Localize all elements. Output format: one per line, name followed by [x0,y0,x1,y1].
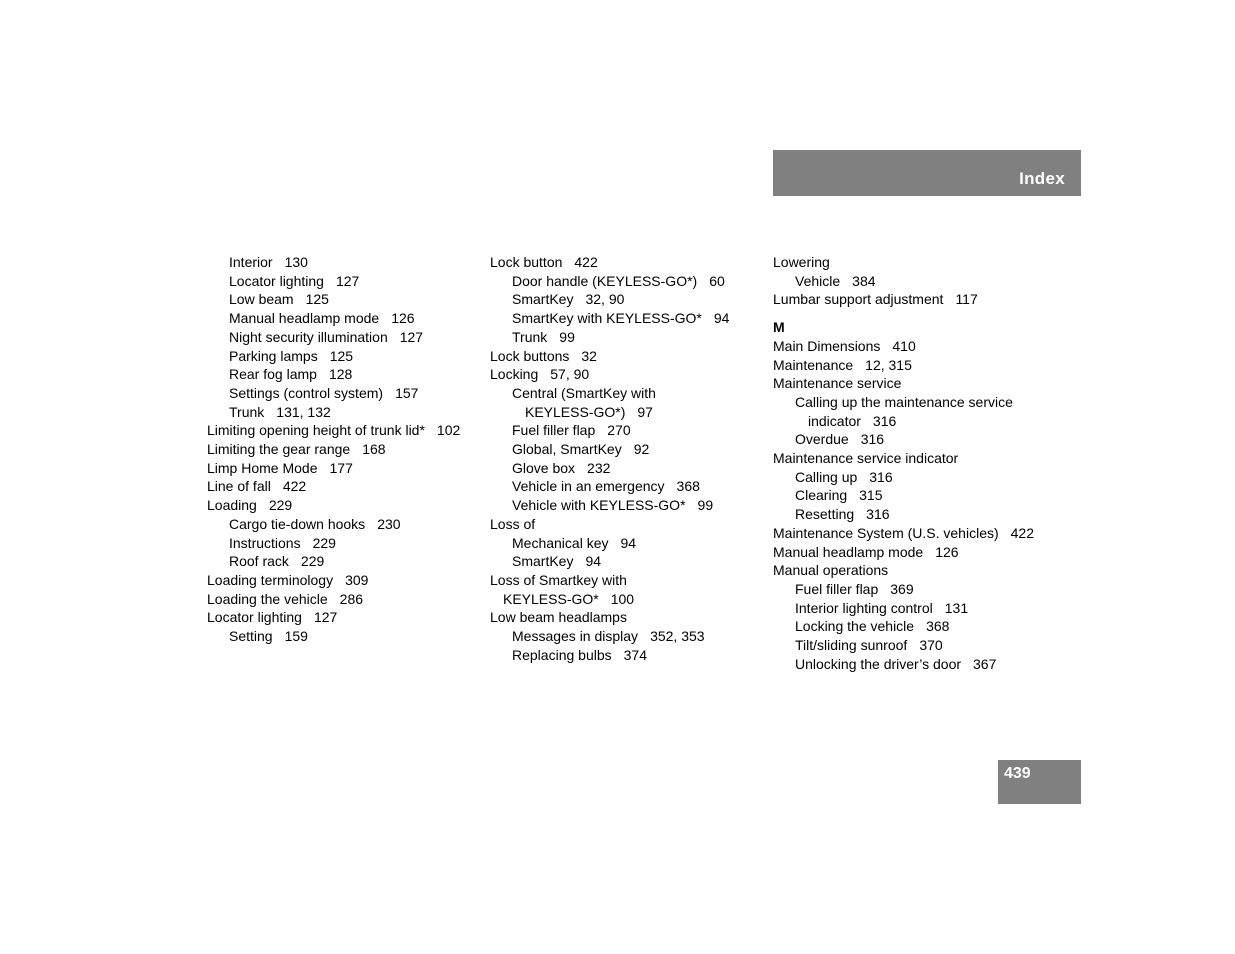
index-subentry [490,627,760,646]
entry-text: Lowering [773,254,830,270]
section-header-bar [773,150,1081,196]
index-entry [773,374,1073,393]
entry-page-ref[interactable]: 127 [335,272,360,289]
page-number-box [998,760,1081,804]
entry-text: Manual operations [773,562,889,579]
index-entry [207,608,477,627]
entry-text: SmartKey [512,291,574,308]
entry-page-ref[interactable]: 131, 132 [276,403,331,420]
entry-text: Interior lighting control [795,599,933,616]
entry-text: Overdue [795,431,849,448]
entry-text: Unlocking the driver’s door [795,655,962,672]
entry-page-ref[interactable]: 367 [973,655,997,672]
entry-text: Setting [229,628,273,645]
entry-text: Locking [490,366,539,383]
entry-page-ref[interactable]: 157 [395,384,419,401]
entry-page-ref[interactable]: 60 [709,272,725,289]
entry-text: Loading the vehicle [207,590,328,607]
entry-text: Parking lamps [229,347,318,364]
entry-page-ref[interactable]: 384 [852,272,876,289]
entry-text: Trunk [229,403,265,420]
entry-page-ref[interactable]: 94 [585,553,602,570]
entry-page-ref[interactable]: 286 [339,590,364,607]
entry-page-ref[interactable]: 232 [587,459,611,476]
entry-text: Lock buttons [490,347,570,364]
index-letter-heading: M [773,319,785,336]
entry-text: Maintenance service [773,375,902,392]
index-entry [490,365,760,384]
entry-page-ref[interactable]: 159 [284,628,308,645]
index-subentry [207,309,477,328]
entry-text: Interior [229,254,273,270]
entry-page-ref[interactable]: 126 [391,310,415,327]
entry-text: Vehicle [795,272,841,289]
index-entry [207,421,477,440]
entry-page-ref[interactable]: 374 [623,646,647,663]
index-entry [490,590,760,609]
entry-text: Fuel filler flap [795,580,879,597]
entry-text: Glove box [512,459,576,476]
entry-text: Rear fog lamp [229,366,317,383]
index-column-1 [207,253,477,646]
index-subentry [490,552,760,571]
entry-text: Resetting [795,506,855,523]
entry-text: Instructions [229,534,301,551]
entry-page-ref[interactable]: 229 [300,553,325,570]
index-subentry [490,477,760,496]
entry-page-ref[interactable]: 99 [559,328,575,345]
entry-page-ref[interactable]: 229 [312,534,336,551]
index-column-3 [773,253,1073,673]
index-entry [207,571,477,590]
entry-page-ref[interactable]: 369 [890,580,914,597]
index-entry [773,356,1073,375]
index-subentry [490,534,760,553]
index-subentry [773,486,1073,505]
entry-page-ref[interactable]: 270 [607,422,631,439]
entry-page-ref[interactable]: 32, 90 [585,291,625,308]
entry-page-ref[interactable]: 99 [697,497,714,514]
index-subentry [207,384,477,403]
entry-text: Roof rack [229,553,289,570]
entry-page-ref[interactable]: 230 [377,515,401,532]
entry-text: Cargo tie-down hooks [229,515,366,532]
entry-text: SmartKey [512,553,574,570]
entry-text: Central (SmartKey with [512,384,656,401]
index-subentry [207,534,477,553]
entry-text: Clearing [795,487,848,504]
entry-text: Manual headlamp mode [773,543,924,560]
entry-text: Loading terminology [207,571,334,588]
entry-page-ref[interactable]: 368 [926,618,950,635]
entry-page-ref[interactable]: 100 [610,590,635,607]
index-subentry [490,421,760,440]
index-subentry [773,580,1073,599]
index-entry [207,496,477,515]
entry-text: Vehicle in an emergency [512,478,665,495]
index-subentry [773,468,1073,487]
entry-page-ref[interactable]: 94 [713,310,730,327]
entry-page-ref[interactable]: 316 [860,431,885,448]
entry-page-ref[interactable]: 422 [574,254,598,270]
index-entry [773,337,1073,356]
index-entry [773,561,1073,580]
entry-text: Loss of Smartkey with [490,571,627,588]
index-subentry [490,328,760,347]
index-subentry [207,403,477,422]
index-entry [490,253,760,272]
index-subentry [207,290,477,309]
entry-text: Low beam headlamps [490,609,627,626]
index-subentry [207,627,477,646]
entry-page-ref[interactable]: 94 [620,534,637,551]
entry-text: Locator lighting [229,272,324,289]
entry-text: SmartKey with KEYLESS-GO* [512,310,702,327]
entry-text: Loading [207,497,257,514]
entry-page-ref[interactable]: 12, 315 [865,356,912,373]
index-subentry [490,646,760,665]
entry-text: Door handle (KEYLESS-GO*) [512,272,698,289]
entry-text: Maintenance [773,356,854,373]
entry-text: Fuel filler flap [512,422,596,439]
entry-text: Night security illumination [229,328,388,345]
entry-text: Lock button [490,254,563,270]
index-entry [490,571,760,590]
index-subentry [773,272,1073,291]
entry-text: Main Dimensions [773,337,881,354]
entry-text: Tilt/sliding sunroof [795,637,908,654]
entry-page-ref[interactable]: 316 [872,412,897,429]
entry-page-ref[interactable]: 422 [282,478,307,495]
entry-page-ref[interactable]: 352, 353 [650,628,705,645]
index-subentry [490,309,760,328]
entry-page-ref[interactable]: 370 [919,637,943,654]
entry-page-ref[interactable]: 410 [892,337,916,354]
index-entry [773,449,1073,468]
index-entry [773,253,1073,272]
index-subentry [773,599,1073,618]
index-subentry [773,636,1073,655]
entry-page-ref[interactable]: 131 [944,599,969,616]
entry-page-ref[interactable]: 57, 90 [550,366,590,383]
entry-page-ref[interactable]: 316 [869,468,893,485]
entry-text: Calling up [795,468,858,485]
entry-page-ref[interactable]: 315 [859,487,883,504]
entry-text: Loss of [490,515,536,532]
index-subentry [490,403,760,422]
index-subentry [773,617,1073,636]
entry-page-ref[interactable]: 368 [676,478,700,495]
entry-text: indicator [808,412,861,429]
entry-page-ref[interactable]: 168 [362,441,386,458]
entry-page-ref[interactable]: 127 [313,609,338,626]
entry-text: Limiting opening height of trunk lid* [207,422,425,439]
index-entry [490,608,760,627]
entry-text: Settings (control system) [229,384,384,401]
index-subentry [490,440,760,459]
index-entry [207,477,477,496]
entry-page-ref[interactable]: 32 [581,347,597,364]
section-title: Index [1019,169,1065,188]
entry-page-ref[interactable]: 316 [866,506,890,523]
entry-text: Global, SmartKey [512,441,622,458]
index-subentry [490,384,760,403]
entry-text: Manual headlamp mode [229,310,380,327]
entry-text: Maintenance System (U.S. vehicles) [773,524,999,541]
index-entry [207,459,477,478]
entry-text: Line of fall [207,478,271,495]
entry-page-ref[interactable]: 177 [329,459,353,476]
index-subentry [207,365,477,384]
entry-page-ref[interactable]: 102 [436,422,461,439]
index-entry [773,524,1073,543]
entry-page-ref[interactable]: 97 [637,403,653,420]
entry-text: Lumbar support adjustment [773,291,944,308]
index-subentry [207,552,477,571]
index-subentry [207,253,477,272]
entry-text: Limp Home Mode [207,459,318,476]
entry-page-ref[interactable]: 422 [1010,524,1034,541]
entry-page-ref[interactable]: 117 [955,291,978,308]
index-subentry [773,430,1073,449]
entry-text: Trunk [512,328,548,345]
entry-page-ref[interactable]: 125 [329,347,354,364]
entry-text: KEYLESS-GO*) [525,403,626,420]
index-subentry [773,505,1073,524]
entry-text: Calling up the maintenance service [795,393,1013,410]
entry-text: Replacing bulbs [512,646,612,663]
index-subentry [207,328,477,347]
entry-page-ref[interactable]: 229 [268,497,293,514]
index-subentry [207,272,477,291]
index-subentry [207,515,477,534]
entry-text: Limiting the gear range [207,441,351,458]
index-subentry [773,412,1073,431]
index-subentry [490,496,760,515]
entry-text: Maintenance service indicator [773,450,959,467]
page-number: 439 [1004,765,1031,782]
index-entry [490,515,760,534]
entry-text: Locking the vehicle [795,618,915,635]
index-entry [207,590,477,609]
index-entry [773,543,1073,562]
entry-text: Mechanical key [512,534,609,551]
entry-page-ref[interactable]: 126 [935,543,959,560]
index-subentry [490,290,760,309]
index-column-2 [490,253,760,664]
entry-text: KEYLESS-GO* [503,590,599,607]
entry-page-ref[interactable]: 128 [328,366,353,383]
index-entry [207,440,477,459]
index-entry [773,290,1073,309]
index-subentry [773,655,1073,674]
entry-page-ref[interactable]: 309 [345,571,369,588]
entry-page-ref[interactable]: 92 [633,441,650,458]
entry-page-ref[interactable]: 125 [305,291,329,308]
entry-page-ref[interactable]: 127 [399,328,424,345]
entry-text: Locator lighting [207,609,302,626]
index-subentry [773,393,1073,412]
index-subentry [207,347,477,366]
entry-text: Vehicle with KEYLESS-GO* [512,497,686,514]
entry-page-ref[interactable]: 130 [284,254,308,270]
index-subentry [490,459,760,478]
entry-text: Low beam [229,291,294,308]
entry-text: Messages in display [512,628,639,645]
index-subentry [490,272,760,291]
index-entry [490,347,760,366]
